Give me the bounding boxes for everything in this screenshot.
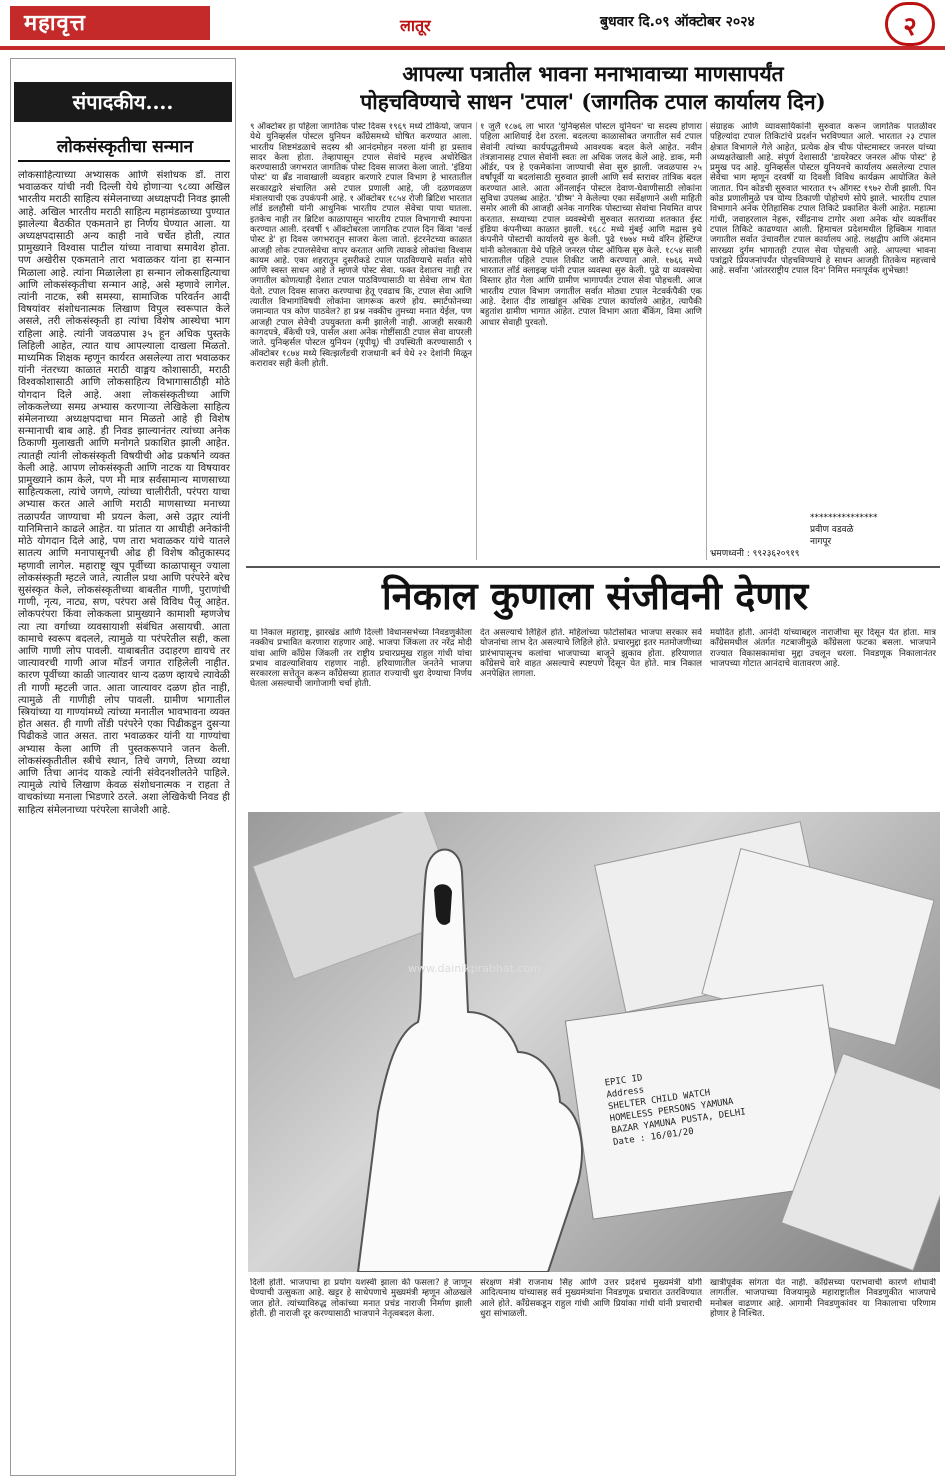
article2-column-1: या निकाल महाराष्ट्र, झारखंड आणि दिल्ली विधानसभेच्या निवडणुकीला नक्कीच प्रभावित करणारा राहणार आहे. भाजपा जिंकला तर नरेंद्र मोदी यांचा आणि काँग्रेस जिंकली तर राष्ट्रीय प्रचारप्रमुख राहुल गांधी यांचा प्रभाव वाढल्याशिवाय राहणार नाही. हरियाणातील जनतेने भाजपा सरकारला सत्तेतून करून काँग्रेसच्या हातात राज्याची धुरा देण्याचा निर्णय घेतला असल्याची जागोजागी चर्चा होती. — [250, 628, 472, 690]
page-number: २ — [885, 2, 935, 46]
author-name: प्रवीण वडवळे — [810, 525, 854, 535]
article1-headline-line1: आपल्या पत्रातील भावना मनाभावाच्या माणसापर्यंत — [402, 61, 784, 86]
voter-card-text: EPIC ID Address SHELTER CHILD WATCH HOMELESS PERSONS YAMUNA BAZAR YAMUNA PUSTA, DELHI Date : 16/01/20 — [604, 1073, 747, 1148]
editorial-title-rule — [18, 160, 230, 162]
author-city: नागपूर — [810, 537, 832, 547]
editorial-tag: संपादकीय.... — [14, 82, 232, 122]
photo-watermark: www.dainikprabhat.com — [408, 962, 541, 975]
column-divider — [476, 122, 477, 560]
section-rule — [246, 566, 940, 568]
author-signature — [810, 512, 878, 548]
column-divider — [706, 122, 707, 560]
masthead: महावृत्त — [10, 6, 210, 40]
article1-headline-line2: पोहचविण्याचे साधन 'टपाल' (जागतिक टपाल कार्यालय दिन) — [360, 89, 826, 114]
article2-bottom-column-2: संरक्षण मंत्री राजनाथ सिंह आणि उत्तर प्रदेशचे मुख्यमंत्री योगी आदित्यनाथ यांच्यासह सर्व मुख्यमंत्र्यांना निवडणूक प्रचारात उतरविण्यात आले होते. काँग्रेसकडून राहुल गांधी आणि प्रियांका गांधी यांनी प्रचाराची धुरा सांभाळली. — [480, 1278, 702, 1319]
editorial-body: लोकसाहित्याच्या अभ्यासक आणि संशोधक डॉ. तारा भवाळकर यांची नवी दिल्ली येथे होणाऱ्या ९८व्या अखिल भारतीय मराठी साहित्य संमेलनाच्या अध्यक्षपदी निवड झाली आहे. अखिल भारतीय मराठी साहित्य महामंडळाच्या पुण्यात झालेल्या बैठकीत एकमताने हा निर्णय घेण्यात आला. या अध्यक्षपदासाठी अन्य काही नावे चर्चेत होती, त्यात प्रामुख्याने विश्वास पाटील यांच्या नावाचा समावेश होता. पण अखेरीस एकमताने तारा भवाळकर यांना हा सन्मान मिळाला आहे. त्यांना मिळालेला हा सन्मान लोकसाहित्याचा आणि लोकसंस्कृतीचा सन्मान आहे, असे म्हणावे लागेल. त्यांनी नाटक, स्त्री समस्या, सामाजिक परिवर्तन आदी विषयांवर संशोधनात्मक लिखाण विपुल स्वरूपात केले असले, तरी लोकसंस्कृती हा त्यांचा विशेष आस्थेचा भाग राहिला आहे. त्यांनी जवळपास ३५ हून अधिक पुस्तके लिहिली आहेत, त्यात याच आपल्याला दाखला मिळतो. माध्यमिक शिक्षक म्हणून कार्यरत असलेल्या तारा भवाळकर यांनी नंतरच्या काळात मराठी वाङ्मय कोशासाठी, मराठी विश्वकोशासाठी आणि लोकसाहित्य विभागासाठीही मोठे योगदान दिले आहे. अशा लोकसंस्कृतीच्या आणि लोककलेच्या समग्र अभ्यास करणाऱ्या लेखिकेला साहित्य संमेलनाच्या अध्यक्षपदाचा मान मिळतो आहे ही विशेष सन्मानाची बाब आहे. ही निवड झाल्यानंतर त्यांच्या अनेक ठिकाणी मुलाखती आणि मनोगते प्रकाशित झाली आहेत. त्यातही त्यांनी लोकसंस्कृती विषयीची ओढ प्रकर्षाने व्यक्त केली आहे. आपण लोकसंस्कृती आणि नाटक या विषयावर प्रामुख्याने काम केले, पण मी मात्र सर्वसामान्य माणसाच्या साहित्यकला, त्यांचे जगणे, त्यांच्या चालीरीती, परंपरा याचा अभ्यास करत आले आणि मराठी माणसाच्या मनाच्या तळापर्यंत जाण्याचा मी प्रयत्न केला, असे उद्गार त्यांनी यानिमित्ताने काढले आहेत. या प्रांतात या आधीही अनेकांनी मोठे योगदान दिले आहे, पण तारा भवाळकर यांचे यातले सातत्य आणि मनापासूनची ओढ ही विशेष कौतुकास्पद म्हणावी लागेल. महाराष्ट्र खूप पूर्वीच्या काळापासून ज्याला लोकसंस्कृती म्हटले जाते, त्यातील प्रथा आणि परंपरेने बरेच सुसंस्कृत केले, लोकसंस्कृतीच्या बाबतीत गाणी, पुराणांची गाणी, नृत्य, नाट्य, सण, परंपरा असे विविध पैलू आहेत. लोकपरंपरा किंवा लोककला प्रामुख्याने कामाशी म्हणजेच त्या त्या वर्गाच्या व्यवसायाशी संबंधित असायची. आता कामाचे स्वरूप बदलले, त्यामुळे या परंपरेतील सही, कला आणि गाणी लोप पावली. याबाबतीत उदाहरण द्यायचे तर जात्यावरची गाणी आज मॉडर्न जगात राहिलेली नाहीत. कारण पूर्वीच्या काळी जात्यावर धान्य दळण व्हायचे त्यावेळी ती गाणी म्हटली जात. आता जात्यावर दळण होत नाही, त्यामुळे ती गाणीही लोप पावली. ग्रामीण भागातील स्त्रियांच्या या गाण्यांमध्ये त्यांच्या मनातील भावभावना व्यक्त होत असत. ही गाणी तोंडी परंपरेने एका पिढीकडून दुसऱ्या पिढीकडे जात असत. तारा भवाळकर यांनी या गाण्यांचा अभ्यास केला आणि ती पुस्तकरूपाने जतन केली. लोकसंस्कृतीतील स्त्रीचे स्थान, तिचे जगणे, तिच्या व्यथा आणि तिचा आनंद याकडे त्यांनी संवेदनशीलतेने पाहिले. त्यामुळे त्यांचे लिखाण केवळ संशोधनात्मक न राहता ते वाचकांच्या मनाला भिडणारे ठरले. अशा लेखिकेची निवड ही साहित्य संमेलनाच्या परंपरेला साजेशी आहे. — [18, 170, 230, 816]
edition-city: लातूर — [400, 16, 431, 35]
author-phone: भ्रमणध्वनी : ९९२३६२०९१९ — [710, 549, 800, 559]
voter-ink-photo — [248, 812, 940, 1272]
editorial-title: लोकसंस्कृतीचा सन्मान — [56, 137, 194, 157]
article1-column-2: १ जुलै १८७६ ला भारत 'युनिव्हर्सल पोस्टल युनियन' चा सदस्य होणारा पहिला आशियाई देश ठरला. बदलत्या काळासोबत जगातील सर्व टपाल सेवांनी त्यांच्या कार्यपद्धतीमध्ये आवश्यक बदल केले आहेत. नवीन तंत्रज्ञानासह टपाल सेवांनी स्वतः ला अधिक जलद केले आहे. डाक, मनी ऑर्डर, पत्र हे एकमेकांना जाण्याची सेवा सुरु झाली. जवळपास २५ वर्षांपूर्वी या बदलांसाठी सुरुवात झाली आणि सर्व स्तरावर तांत्रिक बदल करण्यात आले. आता ऑनलाईन पोस्टल देवाण-घेवाणीसाठी लोकांना सुविधा उपलब्ध आहेत. 'ग्रीष्म' ने केलेल्या एका सर्वेक्षणाने अशी माहिती समोर आली की आजही अनेक नागरिक पोस्टाच्या सेवांचा नियमित वापर करतात. सध्याच्या टपाल व्यवस्थेची सुरुवात सतराव्या शतकात ईस्ट इंडिया कंपनीच्या काळात झाली. १६८८ मध्ये मुंबई आणि मद्रास इथे कंपनीने पोस्टाची कार्यालये सुरु केली. पुढे १७७४ मध्ये वॉरेन हेस्टिंग्ज यांनी कोलकाता येथे पहिले जनरल पोस्ट ऑफिस सुरु केले. १८५४ साली भारतातील पहिले टपाल तिकीट जारी करण्यात आले. १७६६ मध्ये भारतात लॉर्ड क्लाइव्ह यांनी टपाल व्यवस्था सुरु केली. पुढे या व्यवस्थेचा विस्तार होत गेला आणि ग्रामीण भागापर्यंत टपाल सेवा पोहचली. आज भारतीय टपाल विभाग जगातील सर्वात मोठ्या टपाल नेटवर्कपैकी एक आहे. देशात दीड लाखांहून अधिक टपाल कार्यालये आहेत, त्यापैकी बहुतांश ग्रामीण भागात आहेत. टपाल विभाग आता बँकिंग, विमा आणि आधार सेवाही पुरवतो. — [480, 122, 702, 328]
issue-date: बुधवार दि.०९ ऑक्टोबर २०२४ — [600, 14, 755, 30]
article2-column-3: मर्यादित होती. आनंदी यांच्याबद्दल नाराजीचा सूर दिसून येत होता. मात्र काँग्रेसमधील अंतर्गत गटबाजीमुळे काँग्रेसला फटका बसला. भाजपाने राज्यात विकासकामांचा मुद्दा उचलून धरला. निवडणूक निकालानंतर भाजपच्या गोटात आनंदाचे वातावरण आहे. — [710, 628, 936, 669]
article2-bottom-column-1: दिली होती. भाजपाचा हा प्रयोग यशस्वी झाला की फसला? हे जाणून घेण्याची उत्सुकता आहे. खट्टर हे साधेपणाचे मुख्यमंत्री म्हणून ओळखले जात होते. त्यांच्याविरुद्ध लोकांच्या मनात प्रचंड नाराजी निर्माण झाली होती. ही नाराजी दूर करण्यासाठी भाजपाने नेतृत्वबदल केला. — [250, 1278, 472, 1319]
article1-column-1: ९ ऑक्टोबर हा पहिला जागतिक पोस्ट दिवस १९६९ मध्ये टोकियो, जपान येथे युनिव्हर्सल पोस्टल युनियन काँग्रेसमध्ये घोषित करण्यात आला. भारतीय शिष्टमंडळाचे सदस्य श्री आनंदमोहन नरुला यांनी हा प्रस्ताव सादर केला होता. तेव्हापासून टपाल सेवांचे महत्त्व अधोरेखित करण्यासाठी जगभरात जागतिक पोस्ट दिवस साजरा केला जातो. 'इंडिया पोस्ट' या ब्रँड नावाखाली व्यवहार करणारे टपाल विभाग हे भारतातील सरकारद्वारे संचालित असे टपाल प्रणाली आहे, जी दळणवळण मंत्रालयाची एक उपकंपनी आहे. १ ऑक्टोबर १८५४ रोजी ब्रिटिश भारतात लॉर्ड डलहौसी यांनी आधुनिक भारतीय टपाल सेवेचा पाया घातला. इतकेच नाही तर ब्रिटिश काळापासून भारतीय टपाल विभागाची स्थापना करण्यात आली. दरवर्षी ९ ऑक्टोबरला जागतिक टपाल दिन किंवा 'वर्ल्ड पोस्ट डे' हा दिवस जगभरातून साजरा केला जातो. इंटरनेटच्या काळात आजही लोक टपालसेवेचा वापर करतात आणि त्याकडे लोकांचा विश्वास कायम आहे. एका शहरातून दुसरीकडे टपाल पाठविण्याचे सर्वात सोपे आणि स्वस्त साधन आहे ते म्हणजे पोस्ट सेवा. फक्त देशातच नाही तर जगातील कोणत्याही देशात टपाल पाठविण्यासाठी या सेवेचा लाभ घेता येतो. टपाल दिवस साजरा करण्याचा हेतू एवढाच कि, टपाल सेवा आणि त्यातील विभागांविषयी लोकांना जागरूक करणे होय. स्मार्टफोनच्या जमान्यात पत्र कोण पाठवेल? हा प्रश्न नक्कीच तुमच्या मनात येईल, पण आजही टपाल सेवेची उपयुक्तता कमी झालेली नाही. आजही सरकारी कागदपत्रे, बँकेची पत्रे, पार्सल अशा अनेक गोष्टींसाठी टपाल सेवा वापरली जाते. युनिव्हर्सल पोस्टल युनियन (यूपीयू) ची उपस्थिती करण्यासाठी ९ ऑक्टोबर १८७४ मध्ये स्वित्झर्लंडची राजधानी बर्न येथे २२ देशांनी मिळून करारावर सही केली होती. — [250, 122, 472, 369]
article1-column-3: संग्राहक आणि व्यावसायिकांनी सुरुवात करून जागतिक पातळीवर पहिल्यांदा टपाल तिकिटांचे प्रदर्शन भरविण्यात आले. भारतात २३ टपाल क्षेत्रात विभागले गेले आहेत, प्रत्येक क्षेत्र चीफ पोस्टमास्टर जनरल यांच्या अध्यक्षतेखाली आहे. संपूर्ण देशासाठी 'डायरेक्टर जनरल ऑफ पोस्ट' हे प्रमुख पद आहे. युनिव्हर्सल पोस्टल युनियनचे कार्यालय असलेल्या टपाल सेवेचा भाग म्हणून दरवर्षी या दिवशी विविध कार्यक्रम आयोजित केले जातात. पिन कोडची सुरुवात भारतात १५ ऑगस्ट १९७२ रोजी झाली. पिन कोड प्रणालीमुळे पत्र योग्य ठिकाणी पोहोचणे सोपे झाले. भारतीय टपाल विभागाने अनेक ऐतिहासिक टपाल तिकिटे प्रकाशित केली आहेत. महात्मा गांधी, जवाहरलाल नेहरू, रवींद्रनाथ टागोर अशा अनेक थोर व्यक्तींवर टपाल तिकिटे काढण्यात आली. हिमाचल प्रदेशमधील हिक्किम गावात जगातील सर्वात उंचावरील टपाल कार्यालय आहे. लक्षद्वीप आणि अंदमान सारख्या दुर्गम भागातही टपाल सेवा पोहचली आहे. आपल्या भावना पत्रांद्वारे प्रियजनांपर्यंत पोहचविण्याचे हे साधन आजही तितकेच महत्त्वाचे आहे. सर्वांना 'आंतरराष्ट्रीय टपाल दिन' निमित्त मनःपूर्वक शुभेच्छा! — [710, 122, 936, 277]
article1-headline — [248, 60, 938, 116]
header-rule — [0, 46, 945, 50]
article2-bottom-column-3: खात्रीपूर्वक सांगता येत नाही. काँग्रेसच्या पराभवाची कारणे शोधावी लागतील. भाजपाच्या विजयामुळे महाराष्ट्रातील निवडणुकीत भाजपाचे मनोबल वाढणार आहे. आगामी निवडणुकांवर या निकालाचा परिणाम होणार हे निश्चित. — [710, 1278, 936, 1319]
article2-column-2: देत असल्याचे लिहिले होते. महिलांच्या फोटोसोबत भाजपा सरकार सर्व योजनांचा लाभ देत असल्याचे लिहिले होते. प्रचारमुद्दा इतर मतमोजणीच्या प्रारंभापासूनच कलांचा भाजपाच्या बाजूने झुकाव होता. हरियाणात काँग्रेसचे वारे वाहत असल्याचे स्पष्टपणे दिसून येत होते. मात्र निकाल अनपेक्षित लागला. — [480, 628, 702, 680]
article2-headline: निकाल कुणाला संजीवनी देणार — [381, 573, 809, 618]
signature-stars: *************** — [810, 513, 878, 523]
photo-illustration — [248, 812, 940, 1272]
